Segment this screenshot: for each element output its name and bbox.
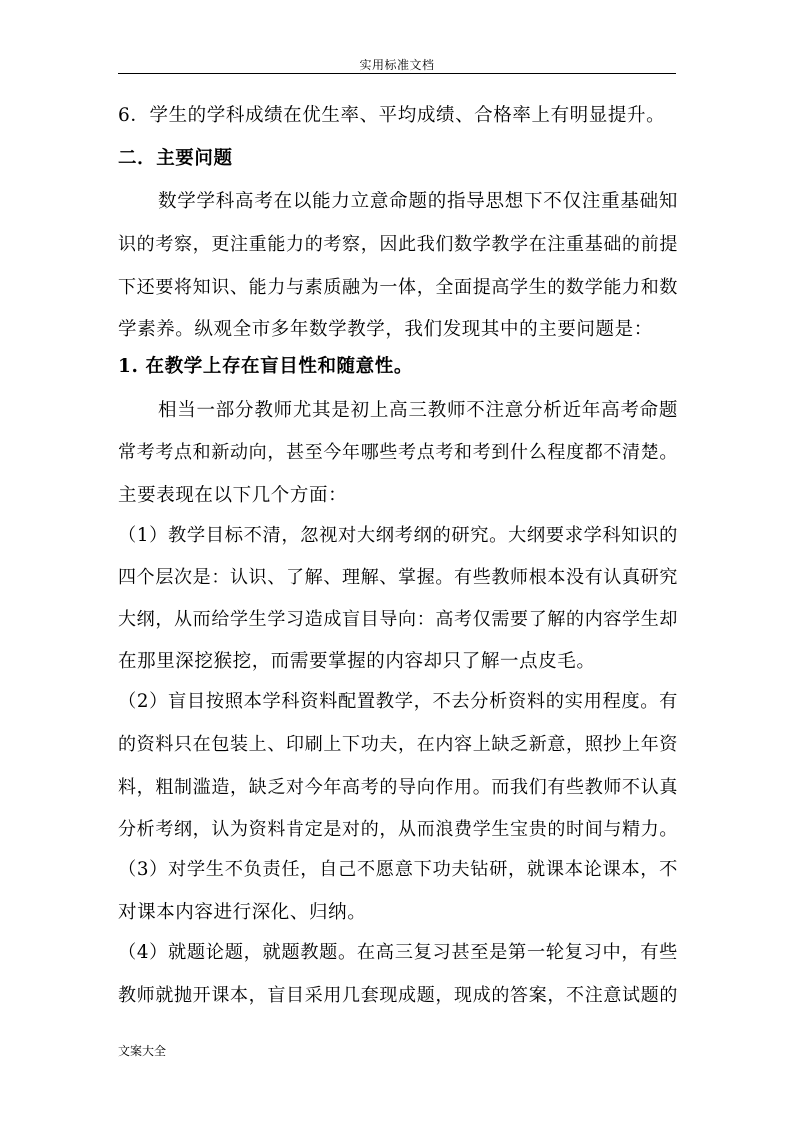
paragraph-line: 下还要将知识、能力与素质融为一体，全面提高学生的数学能力和数 xyxy=(118,277,678,298)
paragraph-line: 学素养。纵观全市多年数学教学，我们发现其中的主要问题是： xyxy=(118,319,653,340)
list-item-line: 教师就抛开课本，盲目采用几套现成题，现成的答案，不注意试题的 xyxy=(118,985,678,1006)
paragraph-line: 相当一部分教师尤其是初上高三教师不注意分析近年高考命题 xyxy=(158,400,678,421)
page-footer-text: 文案大全 xyxy=(118,1044,167,1058)
list-item-line: （3）对学生不负责任，自己不愿意下功夫钻研，就课本论课本，不 xyxy=(118,859,678,880)
header-divider xyxy=(118,73,676,74)
list-item-line: 分析考纲，认为资料肯定是对的，从而浪费学生宝贵的时间与精力。 xyxy=(118,819,678,840)
paragraph-line: 主要表现在以下几个方面： xyxy=(118,485,348,506)
section-heading-main-problems: 二．主要问题 xyxy=(118,148,233,169)
list-item-line: （2）盲目按照本学科资料配置教学，不去分析资料的实用程度。有 xyxy=(118,691,678,712)
paragraph-line: 常考考点和新动向，甚至今年哪些考点考和考到什么程度都不清楚。 xyxy=(118,442,678,463)
paragraph-line: 识的考察，更注重能力的考察，因此我们数学教学在注重基础的前提 xyxy=(118,234,678,255)
list-item-line: 大纲，从而给学生学习造成盲目导向：高考仅需要了解的内容学生却 xyxy=(118,609,678,630)
paragraph-line: 数学学科高考在以能力立意命题的指导思想下不仅注重基础知 xyxy=(158,191,678,212)
list-item-line: （1）教学目标不清，忽视对大纲考纲的研究。大纲要求学科知识的 xyxy=(118,525,678,546)
list-item-line: 在那里深挖猴挖，而需要掌握的内容却只了解一点皮毛。 xyxy=(118,651,596,672)
list-item-line: 料，粗制滥造，缺乏对今年高考的导向作用。而我们有些教师不认真 xyxy=(118,777,678,798)
list-item-line: 的资料只在包装上、印刷上下功夫，在内容上缺乏新意，照抄上年资 xyxy=(118,734,678,755)
list-item-line: 四个层次是：认识、了解、理解、掌握。有些教师根本没有认真研究 xyxy=(118,567,678,588)
list-item-line: （4）就题论题，就题教题。在高三复习甚至是第一轮复习中，有些 xyxy=(118,942,678,963)
text-line-achievement: 6．学生的学科成绩在优生率、平均成绩、合格率上有明显提升。 xyxy=(118,105,666,126)
page-header-title: 实用标准文档 xyxy=(359,58,435,72)
subheading-blindness: 1. 在教学上存在盲目性和随意性。 xyxy=(118,356,413,377)
list-item-line: 对课本内容进行深化、归纳。 xyxy=(118,902,367,923)
